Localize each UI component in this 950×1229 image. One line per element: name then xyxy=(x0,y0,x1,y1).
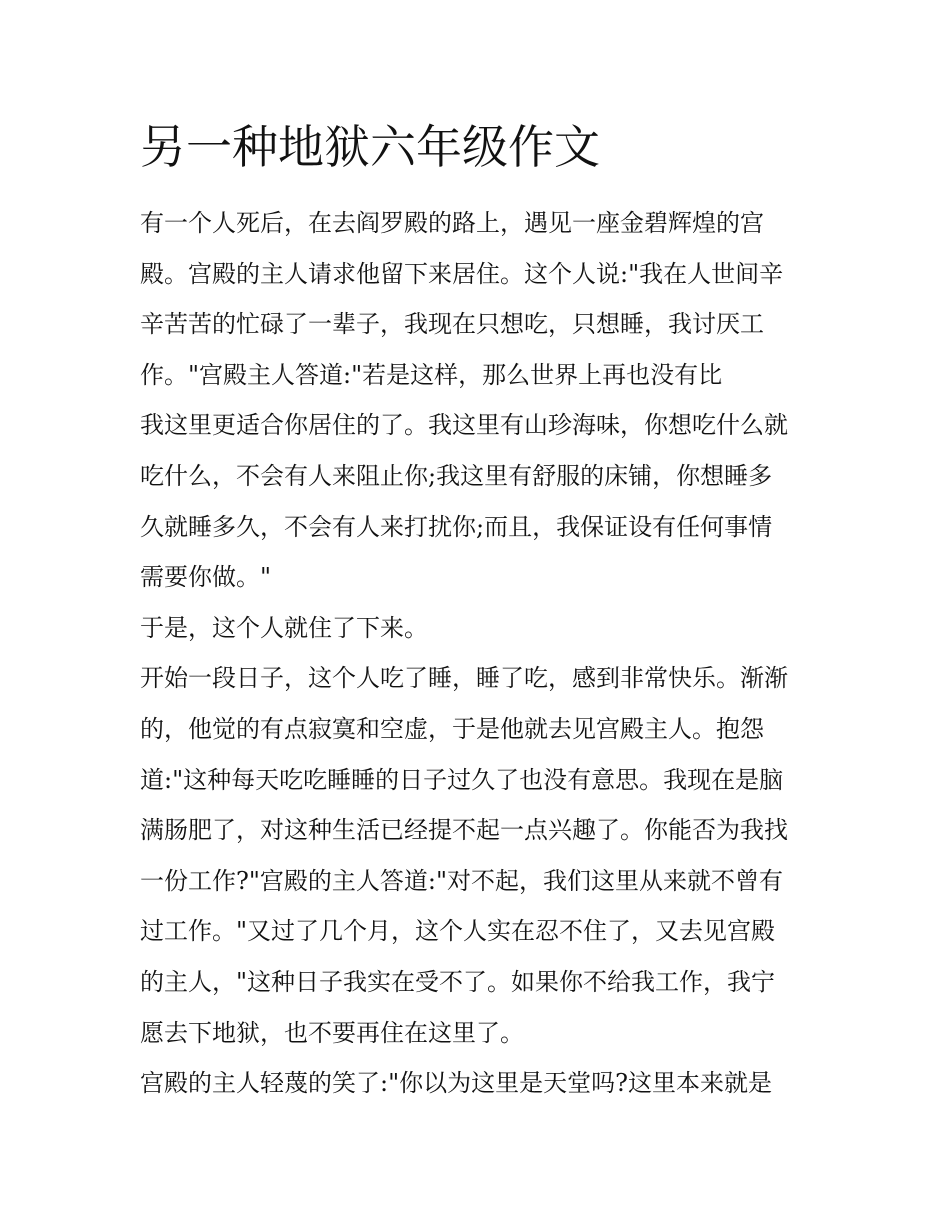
text-line: 开始一段日子，这个人吃了睡，睡了吃，感到非常快乐。渐渐 xyxy=(140,664,788,693)
text-line: 的，他觉的有点寂寞和空虚，于是他就去见宫殿主人。抱怨 xyxy=(140,714,764,743)
text-line: 一份工作?"宫殿的主人答道:"对不起，我们这里从来就不曾有 xyxy=(140,866,784,895)
text-line: 吃什么，不会有人来阻止你;我这里有舒服的床铺，你想睡多 xyxy=(140,461,773,490)
text-line: 过工作。"又过了几个月，这个人实在忍不住了，又去见宫殿 xyxy=(140,917,776,946)
text-line: 的主人，"这种日子我实在受不了。如果你不给我工作，我宁 xyxy=(140,967,776,996)
text-line: 需要你做。" xyxy=(140,563,272,592)
text-line: 辛苦苦的忙碌了一辈子，我现在只想吃，只想睡，我讨厌工 xyxy=(140,310,764,339)
text-line: 宫殿的主人轻蔑的笑了:"你以为这里是天堂吗?这里本来就是 xyxy=(140,1069,772,1098)
text-line: 有一个人死后，在去阎罗殿的路上，遇见一座金碧辉煌的宫 xyxy=(140,209,764,237)
text-line: 我这里更适合你居住的了。我这里有山珍海味，你想吃什么就 xyxy=(140,411,788,440)
document-title: 另一种地狱六年级作文 xyxy=(140,120,600,174)
text-line: 道:"这种每天吃吃睡睡的日子过久了也没有意思。我现在是脑 xyxy=(140,765,784,794)
text-line: 满肠肥了，对这种生活已经提不起一点兴趣了。你能否为我找 xyxy=(140,816,788,845)
text-line: 作。"宫殿主人答道:"若是这样，那么世界上再也没有比 xyxy=(140,360,723,389)
document-body xyxy=(140,198,820,1109)
text-line: 于是，这个人就住了下来。 xyxy=(140,613,428,642)
text-line: 殿。宫殿的主人请求他留下来居住。这个人说:"我在人世间辛 xyxy=(140,259,784,288)
text-line: 久就睡多久，不会有人来打扰你;而且，我保证设有任何事情 xyxy=(140,512,773,541)
text-line: 愿去下地狱，也不要再住在这里了。 xyxy=(140,1018,524,1047)
